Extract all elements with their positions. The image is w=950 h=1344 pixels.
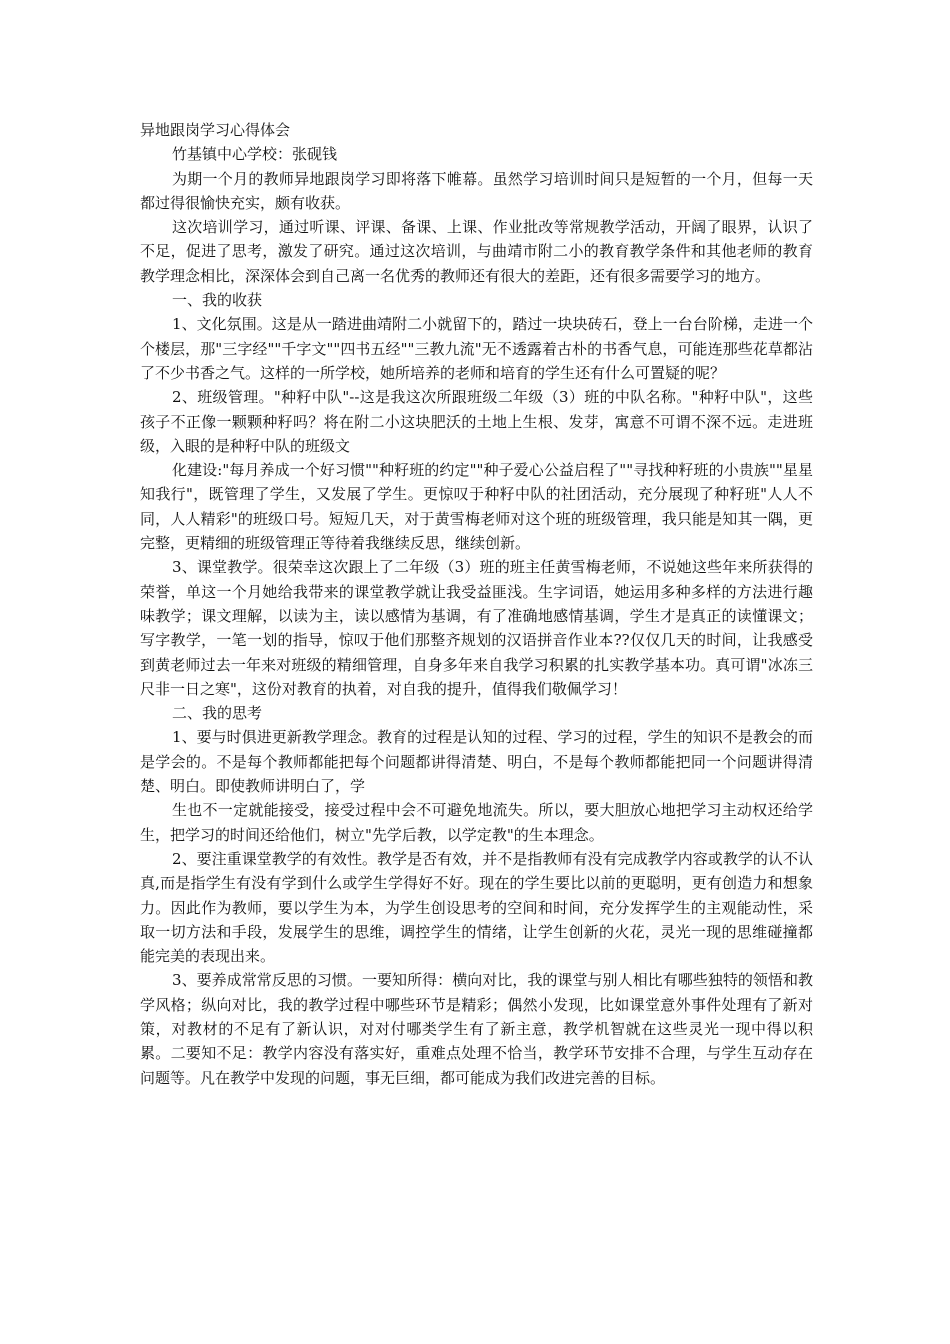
paragraph: 3、要养成常常反思的习惯。一要知所得：横向对比，我的课堂与别人相比有哪些独特的领悟和教学风格；纵向对比，我的教学过程中哪些环节是精彩；偶然小发现，比如课堂意外事件处理有了新对策，对教材的不足有了新认识，对对付哪类学生有了新主意，教学机智就在这些灵光一现中得以积累。二要知不足：教学内容没有落实好，重难点处理不恰当，教学环节安排不合理，与学生互动存在问题等。凡在教学中发现的问题，事无巨细，都可能成为我们改进完善的目标。 [140, 971, 813, 1087]
section-heading: 二、我的思考 [172, 704, 263, 723]
author-line: 竹基镇中心学校：张砚钱 [172, 145, 338, 164]
paragraph: 1、文化氛围。这是从一踏进曲靖附二小就留下的，踏过一块块砖石，登上一台台阶梯，走进一个个楼层，那"三字经""千字文""四书五经""三教九流"无不透露着古朴的书香气息，可能连那些花草都沾了不少书香之气。这样的一所学校，她所培养的老师和培育的学生还有什么可置疑的呢？ [140, 315, 813, 382]
document-body [140, 118, 813, 1090]
document-title: 异地跟岗学习心得体会 [140, 121, 291, 139]
paragraph: 2、要注重课堂教学的有效性。教学是否有效，并不是指教师有没有完成教学内容或教学的认不认真,而是指学生有没有学到什么或学生学得好不好。现在的学生要比以前的更聪明，更有创造力和想象力。因此作为教师，要以学生为本，为学生创设思考的空间和时间，充分发挥学生的主观能动性，采取一切方法和手段，发展学生的思维，调控学生的情绪，让学生创新的火花，灵光一现的思维碰撞都能完美的表现出来。 [140, 849, 813, 966]
paragraph: 3、课堂教学。很荣幸这次跟上了二年级（3）班的班主任黄雪梅老师，不说她这些年来所获得的荣誉，单这一个月她给我带来的课堂教学就让我受益匪浅。生字词语，她运用多种多样的方法进行趣味教学；课文理解，以读为主，读以感情为基调，有了准确地感情基调，学生才是真正的读懂课文；写字教学，一笔一划的指导，惊叹于他们那整齐规划的汉语拼音作业本??仅仅几天的时间，让我感受到黄老师过去一年来对班级的精细管理，自身多年来自我学习积累的扎实教学基本功。真可谓"冰冻三尺非一日之寒"，这份对教育的执着，对自我的提升，值得我们敬佩学习！ [140, 558, 813, 698]
paragraph: 2、班级管理。"种籽中队"--这是我这次所跟班级二年级（3）班的中队名称。"种籽中队"，这些孩子不正像一颗颗种籽吗？将在附二小这块肥沃的土地上生根、发芽，寓意不可谓不深不远。走进班级，入眼的是种籽中队的班级文 [140, 388, 813, 455]
paragraph: 为期一个月的教师异地跟岗学习即将落下帷幕。虽然学习培训时间只是短暂的一个月，但每一天都过得很愉快充实，颇有收获。 [140, 169, 813, 212]
paragraph: 这次培训学习，通过听课、评课、备课、上课、作业批改等常规教学活动，开阔了眼界，认识了不足，促进了思考，激发了研究。通过这次培训，与曲靖市附二小的教育教学条件和其他老师的教育教学理念相比，深深体会到自己离一名优秀的教师还有很大的差距，还有很多需要学习的地方。 [140, 218, 813, 285]
paragraph: 1、要与时俱进更新教学理念。教育的过程是认知的过程、学习的过程，学生的知识不是教会的而是学会的。不是每个教师都能把每个问题都讲得清楚、明白，不是每个教师都能把同一个问题讲得清楚、明白。即使教师讲明白了，学 [140, 728, 813, 796]
section-heading: 一、我的收获 [172, 291, 263, 310]
paragraph: 生也不一定就能接受，接受过程中会不可避免地流失。所以，要大胆放心地把学习主动权还给学生，把学习的时间还给他们，树立"先学后教，以学定教"的生本理念。 [140, 801, 813, 844]
paragraph: 化建设:"每月养成一个好习惯""种籽班的约定""种子爱心公益启程了""寻找种籽班的小贵族""星星知我行"，既管理了学生，又发展了学生。更惊叹于种籽中队的社团活动，充分展现了种籽班"人人不同，人人精彩"的班级口号。短短几天，对于黄雪梅老师对这个班的班级管理，我只能是知其一隅，更完整，更精细的班级管理正等待着我继续反思，继续创新。 [140, 461, 813, 553]
